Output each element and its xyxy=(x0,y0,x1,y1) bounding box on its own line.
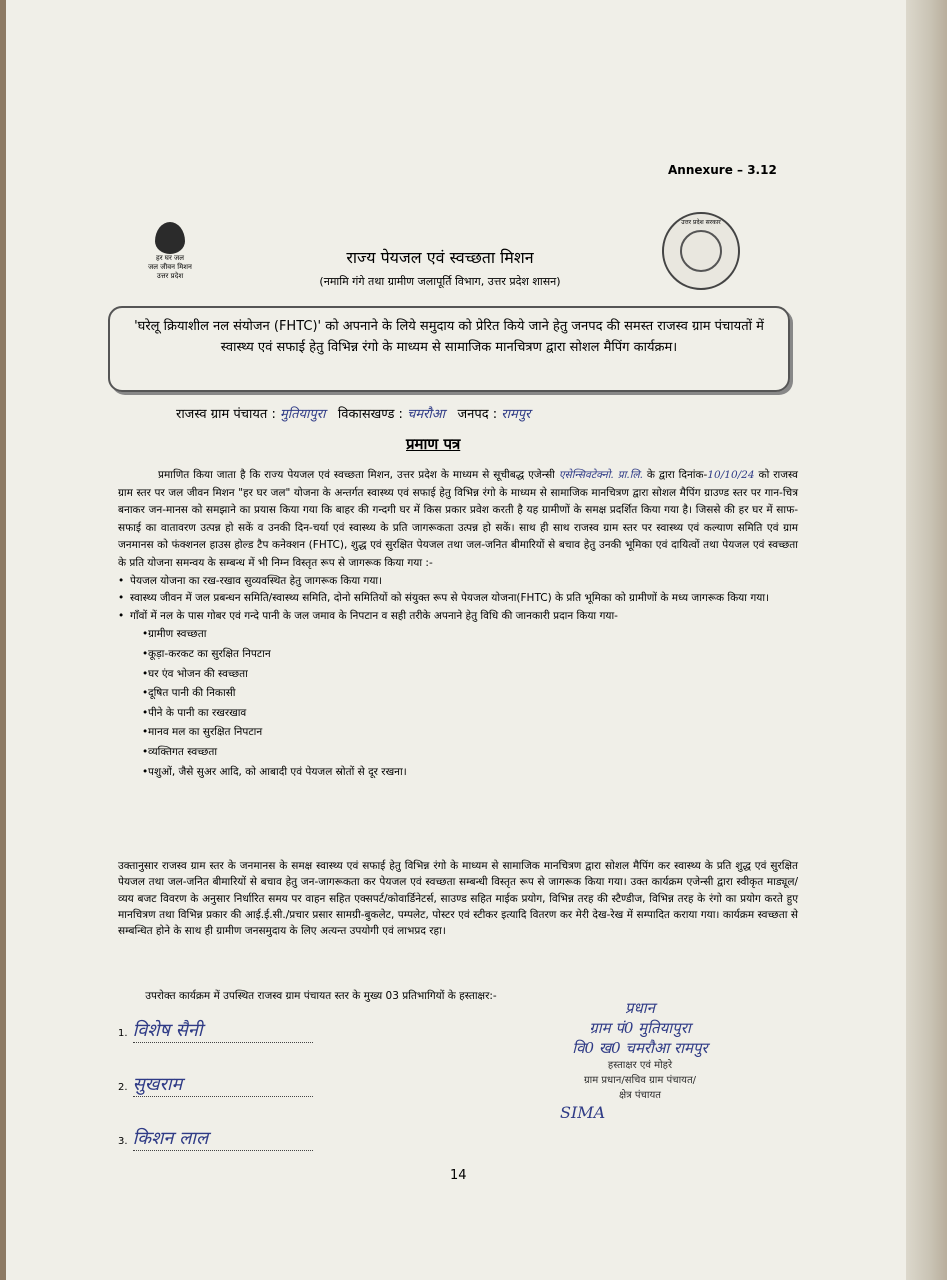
district-label: जनपद : xyxy=(457,407,498,422)
body-p2: उक्तानुसार राजस्व ग्राम स्तर के जनमानस के समक्ष स्वास्थ्य एवं सफाई हेतु विभिन्न रंगो के माध्यम से सामाजिक मानचित्रण द्वारा सोशल मैपिंग कर स्वास्थ्य के प्रति शुद्ध एवं सुरक्षित पेयजल तथा जल-जनित बीमारियों से बचाव हेतु जन-जागरूकता कर पेयजल एवं स्वच्छता सम्बन्धी विस्तृत रूप से जागरूक किया गया। उक्त कार्यक्रम एजेन्सी द्वारा स्वीकृत माड्यूल/व्यय बजट विवरण के अनुसार निर्धारित समय पर वाहन सहित एक्सपर्ट/कोवार्डिनेटर्स, साउण्ड सहित माईक प्रयोग, विभिन्न तरह की स्टैण्डीज, विभिन्न तरह के रंगो का प्रयोग करते हुए मानचित्रण तथा विभिन्न प्रकार की आई.ई.सी./प्रचार प्रसार सामग्री-बुकलेट, पम्पलेट, पोस्टर एवं स्टीकर इत्यादि वितरण कर मेरी देख-रेख में सम्पादित कराया गया। कार्यक्रम स्वच्छता से सम्बन्धित होने के साथ ही ग्रामीण जनसमुदाय के लिए अत्यन्त उपयोगी एवं लाभप्रद रहा। xyxy=(118,860,798,938)
list-item: • मानव मल का सुरक्षित निपटान xyxy=(118,723,798,743)
district-value: रामपुर xyxy=(501,407,531,422)
signature-row xyxy=(118,1072,313,1097)
sub-bullet-list xyxy=(118,625,798,782)
signature-row xyxy=(118,1018,313,1043)
list-item: • व्यक्तिगत स्वच्छता xyxy=(118,743,798,763)
list-item: • कूड़ा-करकट का सुरक्षित निपटान xyxy=(118,645,798,665)
list-item: • पेयजल योजना का रख-रखाव सुव्यवस्थित हेतु जागरूक किया गया। xyxy=(118,573,798,591)
paper-edge xyxy=(906,0,947,1280)
body-p1-c: को राजस्व ग्राम स्तर पर जल जीवन मिशन "हर घर जल" योजना के अन्तर्गत स्वास्थ्य एवं सफाई हेतु विभिन्न रंगो के माध्यम से सामाजिक मानचित्रण द्वारा सोशल मैपिंग ग्राउण्ड स्तर पर गान-चित्र बनाकर जन-मानस को समझाने का प्रयास किया गया कि बाहर की गन्दगी घर में किस प्रकार प्रवेश करती है यह ग्रामीणों के समक्ष प्रदर्शित किया गया है। जिससे की हर घर में साफ-सफाई का वातावरण उत्पन्न हो सकें व उनकी दिन-चर्या एवं स्वास्थ्य के प्रति जागरूकता उत्पन्न हो सकें। साथ ही साथ राजस्व ग्राम स्तर पर स्वास्थ्य एवं कल्याण समिति एवं ग्राम जनमानस को फंक्शनल हाउस होल्ड टैप कनेक्शन (FHTC), शुद्ध एवं सुरक्षित पेयजल तथा जल-जनित बीमारियों से बचाव हेतु उनकी भूमिका एवं दायित्वों तथा पेयजल एवं स्वच्छता के प्रति योजना समन्वय के सम्बन्ध में भी निम्न विस्तृत रूप से जागरूक किया गया :- xyxy=(118,469,798,569)
logo-line3: उत्तर प्रदेश xyxy=(156,272,184,280)
stamp-line2: ग्राम पं0 मुतियापुरा xyxy=(589,1019,691,1037)
stamp-line1: प्रधान xyxy=(625,999,655,1017)
signature-intro: उपरोक्त कार्यक्रम में उपस्थित राजस्व ग्राम पंचायत स्तर के मुख्य 03 प्रतिभागियों के हस्ताक्षर:- xyxy=(145,990,497,1002)
department-subtitle: (नमामि गंगे तथा ग्रामीण जलापूर्ति विभाग, उत्तर प्रदेश शासन) xyxy=(319,275,561,288)
sig-num: 3. xyxy=(118,1136,128,1147)
stamp-line3: वि0 ख0 चमरौआ रामपुर xyxy=(572,1039,708,1057)
location-line xyxy=(176,404,530,422)
logo-line2: जल जीवन मिशन xyxy=(148,263,192,271)
page-number: 14 xyxy=(450,1168,467,1183)
pradhan-stamp xyxy=(530,998,750,1122)
list-item: • दूषित पानी की निकासी xyxy=(118,684,798,704)
program-description: 'घरेलू क्रियाशील नल संयोजन (FHTC)' को अपनाने के लिये समुदाय को प्रेरित किये जाने हेतु जनपद की समस्त राजस्व ग्राम पंचायतों में स्वास्थ्य एवं सफाई हेतु विभिन्न रंगो के माध्यम से सामाजिक मानचित्रण द्वारा सोशल मैपिंग कार्यक्रम। xyxy=(134,319,764,355)
signature-row xyxy=(118,1126,313,1151)
mission-title: राज्य पेयजल एवं स्वच्छता मिशन xyxy=(346,248,534,267)
handwritten-signature: सुखराम xyxy=(133,1072,313,1097)
list-item: • ग्रामीण स्वच्छता xyxy=(118,625,798,645)
logo-line1: हर घर जल xyxy=(156,254,184,262)
block-value: चमरौआ xyxy=(407,407,446,422)
water-drop-icon xyxy=(155,222,185,254)
sig-num: 1. xyxy=(118,1028,128,1039)
event-date: 10/10/24 xyxy=(707,469,755,481)
block-label: विकासखण्ड : xyxy=(337,407,403,422)
certificate-body xyxy=(118,467,798,782)
annexure-label: Annexure – 3.12 xyxy=(668,163,777,177)
stamp-caption1: हस्ताक्षर एवं मोहरे xyxy=(607,1060,673,1071)
jal-jeevan-logo xyxy=(140,222,200,281)
pradhan-signature: SIMA xyxy=(560,1103,606,1122)
handwritten-signature: विशेष सैनी xyxy=(133,1018,313,1043)
up-govt-seal-icon xyxy=(662,212,740,290)
body-p1-a: प्रमाणित किया जाता है कि राज्य पेयजल एवं स्वच्छता मिशन, उत्तर प्रदेश के माध्यम से सूचीबद्ध एजेन्सी xyxy=(158,469,555,481)
gp-label: राजस्व ग्राम पंचायत : xyxy=(176,407,276,422)
list-item: • स्वास्थ्य जीवन में जल प्रबन्धन समिति/स्वास्थ्य समिति, दोनो समितियों को संयुक्त रूप से पेयजल योजना(FHTC) के प्रति भूमिका को ग्रामीणों के मध्य जागरूक किया गया। xyxy=(118,590,798,608)
gp-value: मुतियापुरा xyxy=(279,407,326,422)
agency-name: एसेन्सिवटेक्नो. प्रा.लि. xyxy=(558,469,643,481)
certificate-title: प्रमाण पत्र xyxy=(406,435,461,453)
stamp-caption2: ग्राम प्रधान/सचिव ग्राम पंचायत/ xyxy=(583,1075,697,1086)
sig-num: 2. xyxy=(118,1082,128,1093)
seal-text: उत्तर प्रदेश सरकार xyxy=(681,219,721,226)
list-item: • पीने के पानी का रखरखाव xyxy=(118,704,798,724)
handwritten-signature: किशन लाल xyxy=(133,1126,313,1151)
stamp-caption3: क्षेत्र पंचायत xyxy=(619,1090,661,1101)
bullet-list xyxy=(118,573,798,626)
list-item: • पशुओं, जैसे सुअर आदि, को आबादी एवं पेयजल स्रोतों से दूर रखना। xyxy=(118,763,798,783)
list-item: • गाँवों में नल के पास गोबर एवं गन्दे पानी के जल जमाव के निपटान व सही तरीके अपनाने हेतु विधि की जानकारी प्रदान किया गया- xyxy=(118,608,798,626)
list-item: • घर एंव भोजन की स्वच्छता xyxy=(118,665,798,685)
body-p1-b: के द्वारा दिनांक- xyxy=(646,469,708,481)
